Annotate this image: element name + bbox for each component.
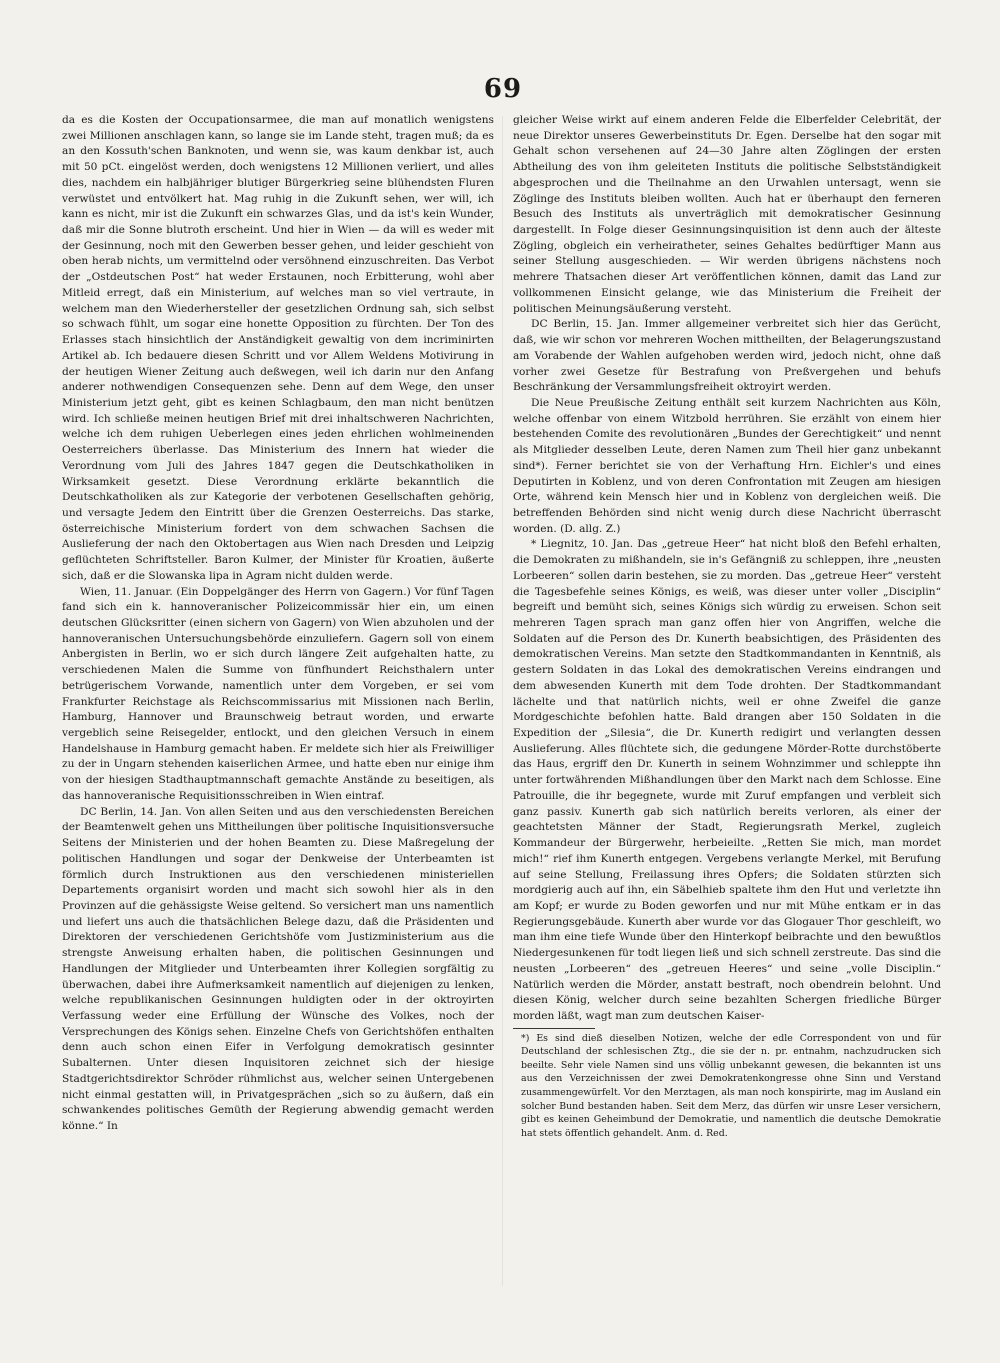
footnote-separator — [513, 1028, 595, 1029]
right-paragraph-3: Die Neue Preußische Zeitung enthält seit kurzem Nachrichten aus Köln, welche offenbar von einem Witzbold herrühren. Sie erzählt von einem hier bestehenden Comite des revolutionären „Bundes der Gerechtigkeit“ und nennt als Mitglieder desselben Leute, deren Namen zum Theil hier ganz unbekannt sind*). Ferner berichtet sie von der Verhaftung Hrn. Eichler's und eines Deputirten in Koblenz, und von deren Confrontation mit Zeugen am hiesigen Orte, während kein Mensch hier und in Koblenz von dergleichen weiß. Die betreffenden Behörden sind nicht wenig durch diese Nachricht überrascht worden. (D. allg. Z.) — [513, 396, 941, 535]
left-paragraph-3: DC Berlin, 14. Jan. Von allen Seiten und aus den verschiedensten Bereichen der Beamtenwelt gehen uns Mittheilungen über politische Inquisitionsversuche Seitens der Ministerien und der hohen Beamten zu. Diese Maßregelung der politischen Handlungen und sogar der Denkweise der Unterbeamten ist förmlich durch Instruktionen aus den verschiedenen ministeriellen Departements organisirt worden und macht sich sowohl hier als in den Provinzen auf die gehässigste Weise geltend. So versichert man uns namentlich und liefert uns auch die thatsächlichen Belege dazu, daß die Präsidenten und Direktoren der verschiedenen Gerichtshöfe vom Justizministerium aus die strengste Anweisung erhalten haben, die politischen Gesinnungen und Handlungen der Mitglieder und Unterbeamten ihrer Kollegien sorgfältig zu überwachen, dabei ihre Aufmerksamkeit namentlich auf diejenigen zu lenken, welche republikanischen Gesinnungen huldigten oder in der oktroyirten Verfassung weder eine Erfüllung der Wünsche des Volkes, noch der Versprechungen des Königs sehen. Einzelne Chefs von Gerichtshöfen enthalten denn auch schon einen Eifer in Verfolgung demokratisch gesinnter Subalternen. Unter diesen Inquisitoren zeichnet sich der hiesige Stadtgerichtsdirektor Schröder rühmlichst aus, welcher seinen Untergebenen nicht einmal gestatten will, in Privatgesprächen „sich so zu äußern, daß ein schwankendes politisches Gemüth der Regierung abwendig gemacht werden könne.“ In — [62, 805, 494, 1132]
left-column — [62, 113, 494, 1286]
left-paragraph-2: Wien, 11. Januar. (Ein Doppelgänger des Herrn von Gagern.) Vor fünf Tagen fand sich ein k. hannoveranischer Polizeicommissär hier ein, um einen deutschen Glücksritter (einen sichern von Gagern) von Wien abzuholen und der hannoveranischen Untersuchungsbehörde einzuliefern. Gagern soll von einem Anbergisten in Berlin, wo er sich durch längere Zeit aufgehalten hatte, zu verschiedenen Malen die Summe von fünfhundert Reichsthalern unter betrügerischem Vorwande, namentlich unter dem Vorgeben, er sei vom Frankfurter Reichstage als Reichscommissarius mit Missionen nach Berlin, Hamburg, Hannover und Braunschweig betraut worden, und erwarte vergeblich seine Reisegelder, entlockt, und den gleichen Versuch in einem Handelshause in Hamburg gemacht haben. Er meldete sich hier als Freiwilliger zu der in Ungarn stehenden kaiserlichen Armee, und hatte eben nur einige ihm von der hiesigen Stadthauptmannschaft gemachte Anstände zu beseitigen, als das hannoveranische Requisitionsschreiben in Wien eintraf. — [62, 585, 494, 802]
column-divider — [502, 116, 503, 1286]
footnote: *) Es sind dieß dieselben Notizen, welche der edle Correspondent von und für Deutschland der schlesischen Ztg., die sie der n. pr. entnahm, nachzudrucken sich beeilte. Sehr viele Namen sind uns völlig unbekannt gewesen, die bekannten ist uns aus den Verzeichnissen der zwei Demokratenkongresse ohne Sinn und Verstand zusammengewürfelt. Vor den Merztagen, als man noch konspirirte, mag im Ausland ein solcher Bund bestanden haben. Seit dem Merz, das dürfen wir unsre Leser versichern, gibt es keinen Geheimbund der Demokratie, und namentlich die deutsche Demokratie hat stets öffentlich gehandelt. Anm. d. Red. — [521, 1032, 941, 1139]
right-paragraph-2: DC Berlin, 15. Jan. Immer allgemeiner verbreitet sich hier das Gerücht, daß, wie wir schon vor mehreren Wochen mittheilten, der Belagerungszustand am Vorabende der Wahlen aufgehoben werden wird, jedoch nicht, ohne daß vorher zwei Gesetze für Bestrafung von Preßvergehen und behufs Beschränkung der Versammlungsfreiheit oktroyirt werden. — [513, 318, 941, 394]
right-paragraph-4: * Liegnitz, 10. Jan. Das „getreue Heer“ hat nicht bloß den Befehl erhalten, die Demokraten zu mißhandeln, sie in's Gefängniß zu schleppen, ihre „neusten Lorbeeren“ sollen darin bestehen, sie zu morden. Das „getreue Heer“ versteht die Tagesbefehle seines Königs, es weiß, was dieser unter voller „Disciplin“ begreift und bemüht sich, seines Königs sich würdig zu erweisen. Schon seit mehreren Tagen sprach man ganz offen hier von Angriffen, welche die Soldaten auf die Person des Dr. Kunerth beabsichtigen, des Präsidenten des demokratischen Vereins. Man setzte den Stadtkommandanten in Kenntniß, als gestern Soldaten in das Lokal des demokratischen Vereins eindrangen und dem abwesenden Kunerth mit dem Tode drohten. Der Stadtkommandant lächelte und that natürlich nichts, weil er ohne Zweifel die ganze Mordgeschichte befohlen hatte. Bald drangen aber 150 Soldaten in die Expedition der „Silesia“, die Dr. Kunerth redigirt und verlangten dessen Auslieferung. Alles flüchtete sich, die gedungene Mörder-Rotte durchstöberte das Haus, ergriff den Dr. Kunerth in seinem Wohnzimmer und schleppte ihn unter fortwährenden Mißhandlungen über den Markt nach dem Schlosse. Eine Patrouille, die ihr begegnete, wurde mit Zuruf empfangen und verbleit sich ganz passiv. Kunerth gab sich natürlich bereits verloren, als einer der geachtetsten Männer der Stadt, Regierungsrath Merkel, zugleich Kommandeur der Bürgerwehr, herbeieilte. „Retten Sie mich, man mordet mich!“ rief ihm Kunerth entgegen. Vergebens verlangte Merkel, mit Berufung auf seine Stellung, Freilassung ihres Opfers; die Soldaten stürzten sich mordgierig auch auf ihn, ein Säbelhieb spaltete ihm den Hut und verletzte ihn am Kopf; er wurde zu Boden geworfen und nur mit Mühe entkam er in das Regierungsgebäude. Kunerth aber wurde vor das Glogauer Thor geschleift, wo man ihm eine tiefe Wunde über den Hinterkopf beibrachte und den bewußtlos Niedergesunkenen für todt liegen ließ und sich schnell zerstreute. Das sind die neusten „Lorbeeren“ des „getreuen Heeres“ und seine „volle Disciplin.“ Natürlich werden die Mörder, anstatt bestraft, noch obendrein belohnt. Und diesen König, welcher durch seine bezahlten Schergen friedliche Bürger morden läßt, wagt man zum deutschen Kaiser- — [513, 538, 941, 1022]
right-column — [513, 113, 941, 1286]
right-paragraph-1: gleicher Weise wirkt auf einem anderen Felde die Elberfelder Celebrität, der neue Direktor unseres Gewerbeinstituts Dr. Egen. Derselbe hat den sogar mit Gehalt schon versehenen auf 24—30 Jahre alten Zöglingen der ersten Abtheilung des von ihm geleiteten Instituts die politische Selbstständigkeit abgesprochen und die Theilnahme an den Urwahlen untersagt, wenn sie Zöglinge des Instituts bleiben wollten. Auch hat er überhaupt den ferneren Besuch des Instituts als unverträglich mit demokratischer Gesinnung dargestellt. In Folge dieser Gesinnungsinquisition ist denn auch der älteste Zögling, obgleich ein verheiratheter, seines Gehaltes bedürftiger Mann aus seiner Stellung ausgeschieden. — Wir werden übrigens nächstens noch mehrere Thatsachen dieser Art veröffentlichen können, damit das Land zur vollkommenen Einsicht gelange, wie das Ministerium die Freiheit der politischen Meinungsäußerung versteht. — [513, 114, 941, 315]
left-paragraph-1: da es die Kosten der Occupationsarmee, die man auf monatlich wenigstens zwei Millionen anschlagen kann, so lange sie im Lande steht, tragen muß; da es an den Kossuth'schen Banknoten, und wenn sie, was kaum denkbar ist, auch mit 50 pCt. eingelöst werden, doch wenigstens 12 Millionen verliert, und alles dies, nachdem ein halbjähriger blutiger Bürgerkrieg seine blühendsten Fluren verwüstet und entvölkert hat. Mag ruhig in die Zukunft sehen, wer will, ich kann es nicht, mir ist die Zukunft ein schwarzes Glas, und da ist's kein Wunder, daß mir die Sonne blutroth erscheint. Und hier in Wien — da will es weder mit der Gesinnung, noch mit den Gewerben besser gehen, und leider geschieht von oben herab nichts, um vermittelnd oder versöhnend einzuschreiten. Das Verbot der „Ostdeutschen Post“ hat weder Erstaunen, noch Erbitterung, wohl aber Mitleid erregt, daß ein Ministerium, auf welches man so viel vertraute, in welchem man den Wiederhersteller der gesetzlichen Ordnung sah, sich selbst so schwach fühlt, um sogar eine honette Opposition zu fürchten. Der Ton des Erlasses stach hinsichtlich der Anständigkeit gewaltig von dem incriminirten Artikel ab. Ich bedauere diesen Schritt und vor Allem Weldens Motivirung in der heutigen Wiener Zeitung auch deßwegen, weil ich darin nur den Anfang anderer nothwendigen Consequenzen sehe. Denn auf dem Wege, den unser Ministerium jetzt geht, gibt es keinen Schlagbaum, den man nicht benützen wird. Ich schließe meinen heutigen Brief mit drei inhaltschweren Nachrichten, welche ich dem ruhigen Ueberlegen eines jeden ehrlichen wohlmeinenden Oesterreichers überlasse. Das Ministerium des Innern hat wieder die Verordnung vom Juli des Jahres 1847 gegen die Deutschkatholiken in Wirksamkeit gesetzt. Diese Verordnung erklärte bekanntlich die Deutschkatholiken als zur Kategorie der verbotenen Gesellschaften gehörig, und versagte Jedem den Eintritt über die Grenzen Oesterreichs. Das starke, österreichische Ministerium fordert von dem schwachen Sachsen die Auslieferung der nach den Oktobertagen aus Wien nach Dresden und Leipzig geflüchteten Schriftsteller. Baron Kulmer, der Minister für Kroatien, äußerte sich, daß er die Slowanska lipa in Agram nicht dulden werde. — [62, 114, 494, 582]
page-number: 69 — [483, 74, 523, 104]
